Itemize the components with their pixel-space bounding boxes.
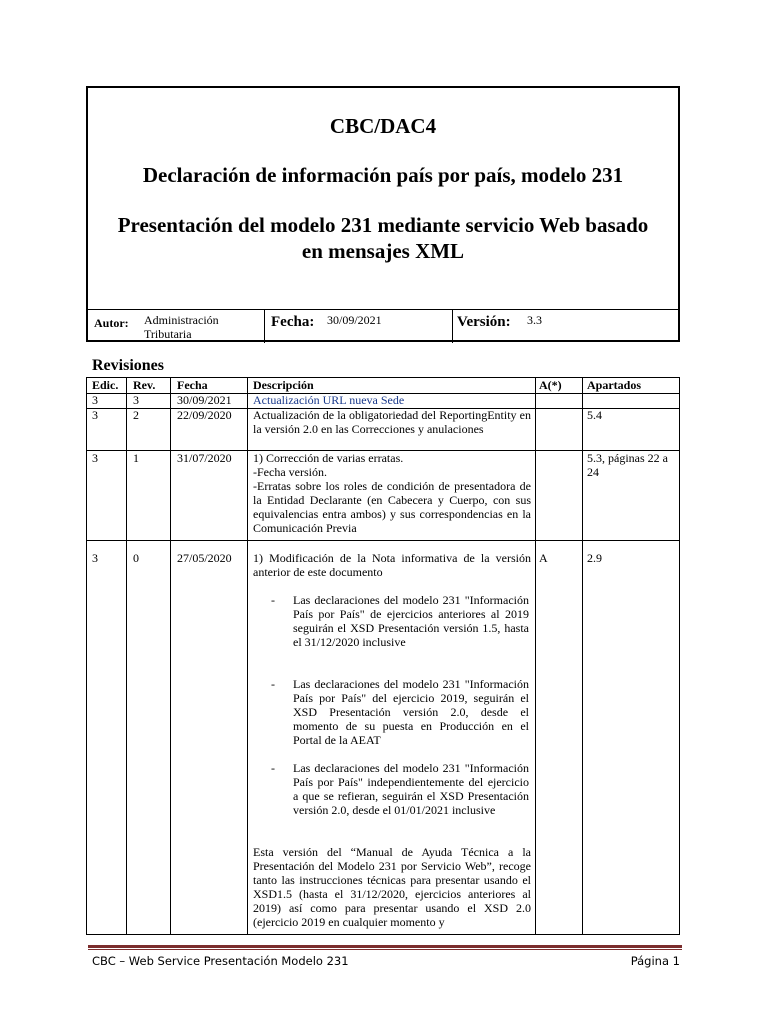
footer-document-name: CBC – Web Service Presentación Modelo 231: [92, 954, 349, 968]
document-description: Presentación del modelo 231 mediante servicio Web basado en mensajes XML: [117, 213, 649, 263]
bullet-marker: -: [271, 593, 275, 607]
description-line: -Erratas sobre los roles de condición de presentadora de la Entidad Declarante (en Cabecera y Cuerpo, con sus equivalencias entra ambos) y sus correspondencias en la Comunicación Previa: [253, 479, 531, 535]
row-apartados: 5.3, páginas 22 a 24: [587, 451, 668, 479]
row-descripcion: Actualización de la obligatoriedad del ReportingEntity en la versión 2.0 en las Correcciones y anulaciones: [253, 408, 531, 436]
author-label: Autor:: [94, 316, 129, 330]
row-descripcion-intro: 1) Modificación de la Nota informativa de la versión anterior de este documento: [253, 551, 531, 579]
bullet-text: Las declaraciones del modelo 231 "Información País por País" de ejercicios anteriores al 2019 seguirán el XSD Presentación versión 1.5, hasta el 31/12/2020 inclusive: [293, 593, 529, 649]
row-descripcion: Actualización URL nueva Sede: [253, 393, 405, 407]
row-fecha: 31/07/2020: [177, 451, 232, 465]
row-rev: 1: [133, 451, 139, 465]
revisions-heading: Revisiones: [92, 357, 164, 374]
row-descripcion-outro: Esta versión del “Manual de Ayuda Técnica a la Presentación del Modelo 231 por Servicio Web”, recoge tanto las instrucciones técnicas para presentar usando el XSD1.5 (hasta el 31/12/2020, ejercicios anteriores al 2019) así como para presentar usando el XSD 2.0 (ejercicio 2019 en cualquier momento y: [253, 845, 531, 929]
bullet-marker: -: [271, 677, 275, 691]
row-fecha: 22/09/2020: [177, 408, 232, 422]
version-cell: [452, 310, 678, 343]
document-title: CBC/DAC4: [329, 114, 437, 138]
revisions-table: [86, 377, 680, 935]
version-label: Versión:: [457, 314, 511, 330]
row-rev: 2: [133, 408, 139, 422]
row-fecha: 27/05/2020: [177, 551, 232, 565]
row-apartados: 5.4: [587, 408, 602, 422]
header-edic: Edic.: [92, 378, 119, 392]
page-number: Página 1: [630, 954, 680, 968]
date-value: 30/09/2021: [327, 313, 382, 327]
author-value: Administración Tributaria: [144, 313, 219, 341]
header-a: A(*): [539, 378, 562, 392]
document-subtitle: Declaración de información país por país, modelo 231: [142, 163, 624, 187]
row-rev: 0: [133, 551, 139, 565]
bullet-marker: -: [271, 761, 275, 775]
row-edic: 3: [92, 408, 98, 422]
bullet-text: Las declaraciones del modelo 231 "Información País por País" independientemente del ejercicio a que se refieran, seguirán el XSD Presentación versión 2.0, desde el 01/01/2021 inclusive: [293, 761, 529, 817]
header-fecha: Fecha: [177, 378, 208, 392]
metadata-row: [88, 309, 678, 343]
row-edic: 3: [92, 451, 98, 465]
header-apartados: Apartados: [587, 378, 642, 392]
header-descripcion: Descripción: [253, 378, 314, 392]
bullet-item: [253, 761, 531, 831]
row-edic: 3: [92, 551, 98, 565]
description-line: -Fecha versión.: [253, 465, 327, 479]
bullet-item: [253, 593, 531, 663]
row-descripcion: [253, 451, 531, 535]
version-value: 3.3: [527, 313, 542, 327]
row-edic: 3: [92, 393, 98, 407]
footer-rule-thin: [88, 949, 682, 950]
bullet-text: Las declaraciones del modelo 231 "Información País por País" del ejercicio 2019, seguirán el XSD Presentación versión 2.0, desde el momento de su puesta en Producción en el Portal de la AEAT: [293, 677, 529, 747]
row-rev: 3: [133, 393, 139, 407]
row-a: A: [539, 551, 548, 565]
row-apartados: 2.9: [587, 551, 602, 565]
footer-rule: [88, 945, 682, 948]
date-label: Fecha:: [271, 314, 315, 330]
description-line: 1) Corrección de varias erratas.: [253, 451, 404, 465]
cover-box: [86, 86, 680, 342]
bullet-item: [253, 677, 531, 747]
row-fecha: 30/09/2021: [177, 393, 232, 407]
author-cell: [88, 310, 264, 343]
date-cell: [264, 310, 453, 343]
header-rev: Rev.: [133, 378, 156, 392]
